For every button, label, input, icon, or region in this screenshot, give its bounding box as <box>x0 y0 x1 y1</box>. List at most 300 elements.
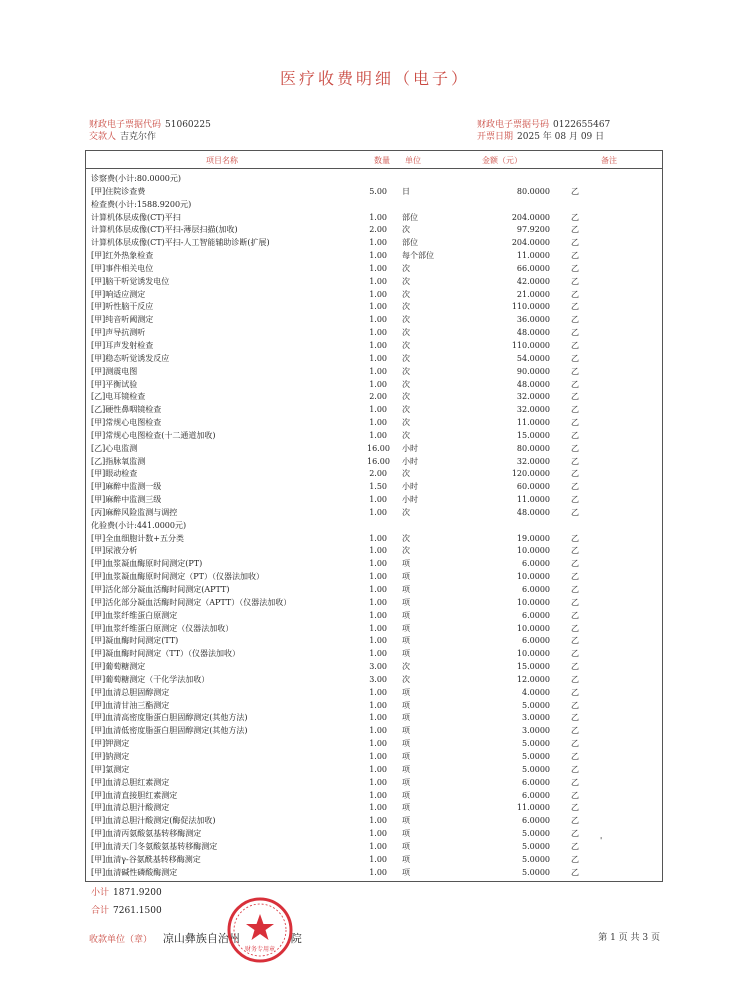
item-qty: 1.00 <box>369 841 387 851</box>
item-unit: 项 <box>402 559 410 569</box>
item-qty: 16.00 <box>367 456 390 466</box>
item-unit: 次 <box>402 225 410 235</box>
item-qty: 1.00 <box>369 726 387 736</box>
table-row <box>91 777 662 790</box>
table-row <box>91 507 662 520</box>
item-unit: 项 <box>402 751 410 761</box>
item-unit: 小时 <box>402 482 418 492</box>
item-amount: 5.0000 <box>522 854 550 864</box>
item-unit: 项 <box>402 816 410 826</box>
item-name: [乙]心电监测 <box>91 443 138 453</box>
item-grade: 乙 <box>571 816 579 826</box>
item-amount: 66.0000 <box>516 263 550 273</box>
item-name: [甲]活化部分凝血活酶时间测定(APTT) <box>91 585 230 594</box>
item-grade: 乙 <box>571 302 579 312</box>
item-grade: 乙 <box>571 405 579 415</box>
col-qty: 数量 <box>374 156 390 165</box>
item-unit: 次 <box>402 289 410 299</box>
item-amount: 5.0000 <box>522 739 550 749</box>
item-amount: 204.0000 <box>511 212 550 222</box>
item-name: [甲]血浆凝血酶原时间测定(PT) <box>91 559 203 569</box>
item-unit: 项 <box>402 649 410 659</box>
item-grade: 乙 <box>571 276 579 286</box>
item-grade: 乙 <box>571 225 579 235</box>
item-name: [甲]尿液分析 <box>91 546 138 556</box>
table-row <box>91 841 662 854</box>
item-qty: 1.00 <box>369 649 387 659</box>
item-name: [甲]钾测定 <box>91 739 130 749</box>
item-grade: 乙 <box>571 263 579 273</box>
item-qty: 1.00 <box>369 636 387 646</box>
item-grade: 乙 <box>571 636 579 646</box>
item-name: [甲]葡萄糖测定 <box>91 662 146 672</box>
bill-number-label: 财政电子票据号码 <box>477 120 550 130</box>
item-qty: 1.00 <box>369 302 387 312</box>
table-header <box>86 151 662 169</box>
item-qty: 3.00 <box>369 662 387 672</box>
item-grade: 乙 <box>571 829 579 839</box>
item-name: [甲]常规心电图检查(十二通道加收) <box>91 430 216 440</box>
item-qty: 1.00 <box>369 546 387 556</box>
table-row <box>91 738 662 751</box>
item-qty: 1.00 <box>369 739 387 749</box>
item-grade: 乙 <box>571 662 579 672</box>
item-unit: 项 <box>402 597 410 607</box>
seal-stamp-icon <box>226 896 294 964</box>
item-name: 诊察费(小计:80.0000元) <box>91 174 182 183</box>
bill-number-value: 0122655467 <box>553 120 611 130</box>
item-amount: 10.0000 <box>516 597 550 607</box>
table-row <box>91 263 662 276</box>
item-grade: 乙 <box>571 713 579 723</box>
item-amount: 5.0000 <box>522 764 550 774</box>
issuer-name: 凉山彝族自治州 <box>162 932 240 945</box>
item-name: [甲]凝血酶时间测定(TT) <box>91 636 179 646</box>
item-amount: 11.0000 <box>516 495 550 505</box>
item-qty: 1.00 <box>369 610 387 620</box>
item-unit: 项 <box>402 829 410 839</box>
item-amount: 10.0000 <box>516 572 550 582</box>
table-row <box>91 712 662 725</box>
item-name: [甲]血清丙氨酸氨基转移酶测定 <box>91 829 202 839</box>
item-name: [甲]声导抗测听 <box>91 328 146 338</box>
item-unit: 次 <box>402 430 410 440</box>
bill-code-value: 51060225 <box>165 120 211 130</box>
subtotal-label: 小计 <box>91 888 110 898</box>
item-unit: 次 <box>402 546 410 556</box>
table-row <box>91 623 662 636</box>
table-row <box>91 276 662 289</box>
item-qty: 1.00 <box>369 379 387 389</box>
item-qty: 1.00 <box>369 353 387 363</box>
table-row <box>91 571 662 584</box>
item-name: [甲]血清总胆汁酸测定 <box>91 803 170 813</box>
item-unit: 项 <box>402 585 410 594</box>
item-amount: 97.9200 <box>516 225 550 235</box>
item-name: [乙]硬性鼻咽镜检查 <box>91 405 162 415</box>
item-qty: 1.00 <box>369 597 387 607</box>
table-row <box>91 481 662 494</box>
item-qty: 1.00 <box>369 559 387 569</box>
item-amount: 3.0000 <box>522 713 550 723</box>
item-amount: 5.0000 <box>522 829 550 839</box>
item-qty: 1.00 <box>369 340 387 350</box>
item-qty: 1.00 <box>369 405 387 415</box>
table-row <box>91 417 662 430</box>
item-qty: 1.00 <box>369 623 387 633</box>
item-grade: 乙 <box>571 546 579 556</box>
table-row <box>91 340 662 353</box>
item-name: [甲]血浆纤维蛋白原测定 <box>91 610 178 620</box>
item-qty: 1.00 <box>369 495 387 505</box>
item-unit: 项 <box>402 713 410 723</box>
col-unit: 单位 <box>405 156 421 165</box>
table-row <box>91 353 662 366</box>
item-amount: 48.0000 <box>516 328 550 338</box>
item-grade: 乙 <box>571 456 579 466</box>
item-qty: 1.00 <box>369 315 387 325</box>
item-grade: 乙 <box>571 623 579 633</box>
item-amount: 6.0000 <box>522 816 550 826</box>
item-qty: 5.00 <box>369 186 387 196</box>
item-grade: 乙 <box>571 340 579 350</box>
item-name: [甲]脑干听觉诱发电位 <box>91 276 170 286</box>
item-amount: 54.0000 <box>516 353 550 363</box>
item-unit: 次 <box>402 276 410 286</box>
total-label: 合计 <box>91 906 110 916</box>
item-qty: 1.00 <box>369 430 387 440</box>
item-qty: 1.00 <box>369 700 387 710</box>
item-qty: 1.00 <box>369 687 387 697</box>
item-name: [甲]常规心电图检查 <box>91 418 162 428</box>
table-row <box>91 764 662 777</box>
item-grade: 乙 <box>571 585 579 594</box>
item-amount: 32.0000 <box>516 456 550 466</box>
item-grade: 乙 <box>571 854 579 864</box>
item-name: [甲]测震电图 <box>91 366 138 376</box>
item-grade: 乙 <box>571 392 579 402</box>
item-grade: 乙 <box>571 533 579 543</box>
item-grade: 乙 <box>571 507 579 517</box>
item-grade: 乙 <box>571 610 579 620</box>
item-qty: 1.00 <box>369 751 387 761</box>
item-name: [甲]眼动检查 <box>91 469 138 479</box>
item-name: [乙]指脉氧监测 <box>91 456 146 466</box>
table-row <box>91 212 662 225</box>
table-row <box>91 391 662 404</box>
table-row <box>91 828 662 841</box>
item-qty: 1.00 <box>369 867 387 877</box>
item-qty: 1.00 <box>369 585 387 594</box>
table-row <box>91 327 662 340</box>
item-unit: 项 <box>402 739 410 749</box>
item-unit: 项 <box>402 854 410 864</box>
item-amount: 11.0000 <box>516 251 550 261</box>
table-row <box>91 635 662 648</box>
item-name: [甲]麻醉中监测一级 <box>91 482 162 492</box>
item-name: 检查费(小计:1588.9200元) <box>91 199 192 209</box>
item-name: 计算机体层成像(CT)平扫-人工智能辅助诊断(扩展) <box>91 238 270 248</box>
item-qty: 1.00 <box>369 238 387 248</box>
issue-date-value: 2025 年 08 月 09 日 <box>517 132 605 142</box>
item-qty: 1.00 <box>369 212 387 222</box>
subtotal <box>91 885 162 898</box>
table-row <box>91 854 662 867</box>
item-unit: 部位 <box>402 212 418 222</box>
item-amount: 5.0000 <box>522 751 550 761</box>
item-amount: 10.0000 <box>516 649 550 659</box>
item-amount: 110.0000 <box>511 302 550 312</box>
table-row <box>91 443 662 456</box>
item-amount: 6.0000 <box>522 636 550 646</box>
table-row <box>91 802 662 815</box>
item-name: [甲]事件相关电位 <box>91 263 154 273</box>
table-row <box>91 725 662 738</box>
item-amount: 12.0000 <box>516 674 550 684</box>
item-qty: 1.00 <box>369 289 387 299</box>
item-amount: 48.0000 <box>516 379 550 389</box>
item-qty: 1.00 <box>369 777 387 787</box>
item-amount: 42.0000 <box>516 276 550 286</box>
item-amount: 48.0000 <box>516 507 550 517</box>
item-grade: 乙 <box>571 726 579 736</box>
table-row <box>91 404 662 417</box>
payer <box>89 129 156 142</box>
item-name: [乙]电耳镜检查 <box>91 392 146 402</box>
item-amount: 90.0000 <box>516 366 550 376</box>
item-unit: 项 <box>402 572 410 582</box>
item-grade: 乙 <box>571 777 579 787</box>
item-unit: 次 <box>402 469 410 479</box>
table-row <box>91 661 662 674</box>
item-name: [甲]稳态听觉诱发反应 <box>91 353 170 363</box>
item-name: [甲]血清总胆红素测定 <box>91 777 170 787</box>
section-row <box>91 520 662 533</box>
item-unit: 次 <box>402 366 410 376</box>
item-unit: 次 <box>402 263 410 273</box>
item-unit: 项 <box>402 726 410 736</box>
item-amount: 15.0000 <box>516 662 550 672</box>
issuer-label: 收款单位（章） <box>89 935 153 945</box>
item-name: [甲]血浆纤维蛋白原测定（仪器法加收） <box>91 623 234 633</box>
item-grade: 乙 <box>571 482 579 492</box>
item-name: [甲]平衡试验 <box>91 379 138 389</box>
item-grade: 乙 <box>571 328 579 338</box>
item-qty: 1.00 <box>369 507 387 517</box>
item-unit: 次 <box>402 405 410 415</box>
item-name: [甲]血清天门冬氨酸氨基转移酶测定 <box>91 841 218 851</box>
col-amount: 金额（元） <box>482 156 522 165</box>
item-amount: 32.0000 <box>516 392 550 402</box>
item-qty: 1.00 <box>369 418 387 428</box>
table-row <box>91 468 662 481</box>
item-qty: 1.00 <box>369 572 387 582</box>
item-name: [甲]凝血酶时间测定（TT）（仪器法加收） <box>91 649 241 659</box>
item-grade: 乙 <box>571 867 579 877</box>
table-row <box>91 314 662 327</box>
item-grade: 乙 <box>571 687 579 697</box>
item-unit: 项 <box>402 764 410 774</box>
item-grade: 乙 <box>571 315 579 325</box>
item-amount: 6.0000 <box>522 585 550 594</box>
item-unit: 部位 <box>402 238 418 248</box>
item-grade: 乙 <box>571 700 579 710</box>
item-unit: 项 <box>402 687 410 697</box>
item-unit: 小时 <box>402 495 418 505</box>
item-amount: 11.0000 <box>516 803 550 813</box>
item-unit: 次 <box>402 533 410 543</box>
item-qty: 16.00 <box>367 443 390 453</box>
item-name: [甲]葡萄糖测定（干化学法加收） <box>91 674 210 684</box>
item-name: [甲]响适应测定 <box>91 289 146 299</box>
item-amount: 10.0000 <box>516 546 550 556</box>
item-grade: 乙 <box>571 764 579 774</box>
item-grade: 乙 <box>571 803 579 813</box>
item-unit: 次 <box>402 353 410 363</box>
table-row <box>91 610 662 623</box>
item-amount: 3.0000 <box>522 726 550 736</box>
item-unit: 项 <box>402 803 410 813</box>
table-row <box>91 815 662 828</box>
item-grade: 乙 <box>571 649 579 659</box>
table-row <box>91 250 662 263</box>
item-unit: 次 <box>402 392 410 402</box>
table-row <box>91 289 662 302</box>
item-name: [甲]听性脑干反应 <box>91 302 154 312</box>
item-grade: 乙 <box>571 366 579 376</box>
table-row <box>91 379 662 392</box>
item-name: 计算机体层成像(CT)平扫-薄层扫描(加收) <box>91 225 238 235</box>
col-note: 备注 <box>601 156 617 165</box>
item-unit: 每个部位 <box>402 251 434 261</box>
item-amount: 32.0000 <box>516 405 550 415</box>
item-grade: 乙 <box>571 212 579 222</box>
table-row <box>91 751 662 764</box>
item-unit: 次 <box>402 662 410 672</box>
item-amount: 5.0000 <box>522 700 550 710</box>
item-name: [甲]血清低密度脂蛋白胆固醇测定(其他方法) <box>91 726 248 736</box>
item-unit: 项 <box>402 700 410 710</box>
item-name: [甲]血清高密度脂蛋白胆固醇测定(其他方法) <box>91 713 248 723</box>
table-body <box>91 173 662 879</box>
item-unit: 次 <box>402 340 410 350</box>
item-unit: 项 <box>402 610 410 620</box>
item-name: [甲]全血细胞计数+五分类 <box>91 533 184 543</box>
item-grade: 乙 <box>571 186 579 196</box>
item-qty: 2.00 <box>369 469 387 479</box>
item-name: [甲]氯测定 <box>91 764 130 774</box>
table-row <box>91 700 662 713</box>
item-grade: 乙 <box>571 289 579 299</box>
stray-mark: ' <box>600 836 603 845</box>
item-name: [甲]耳声发射检查 <box>91 340 154 350</box>
payer-value: 吉克尔作 <box>120 132 157 142</box>
item-amount: 6.0000 <box>522 610 550 620</box>
item-grade: 乙 <box>571 751 579 761</box>
table-row <box>91 674 662 687</box>
issuer-tail: 院 <box>290 932 302 945</box>
item-qty: 1.50 <box>369 482 387 492</box>
item-qty: 1.00 <box>369 251 387 261</box>
item-name: [甲]住院诊查费 <box>91 186 146 196</box>
item-qty: 1.00 <box>369 533 387 543</box>
subtotal-value: 1871.9200 <box>113 888 162 898</box>
table-row <box>91 790 662 803</box>
item-amount: 19.0000 <box>516 533 550 543</box>
item-grade: 乙 <box>571 469 579 479</box>
item-unit: 项 <box>402 636 410 646</box>
item-amount: 15.0000 <box>516 430 550 440</box>
table-row <box>91 494 662 507</box>
item-amount: 36.0000 <box>516 315 550 325</box>
item-unit: 项 <box>402 790 410 800</box>
table-row <box>91 584 662 597</box>
item-grade: 乙 <box>571 238 579 248</box>
item-grade: 乙 <box>571 251 579 261</box>
item-name: [甲]活化部分凝血活酶时间测定（APTT）（仪器法加收） <box>91 597 292 607</box>
item-grade: 乙 <box>571 841 579 851</box>
item-qty: 1.00 <box>369 764 387 774</box>
item-amount: 6.0000 <box>522 790 550 800</box>
item-grade: 乙 <box>571 430 579 440</box>
item-grade: 乙 <box>571 559 579 569</box>
item-grade: 乙 <box>571 739 579 749</box>
col-name: 项目名称 <box>206 156 238 165</box>
item-grade: 乙 <box>571 572 579 582</box>
payer-label: 交款人 <box>89 132 117 142</box>
section-row <box>91 173 662 186</box>
item-unit: 小时 <box>402 456 418 466</box>
item-unit: 次 <box>402 507 410 517</box>
item-qty: 1.00 <box>369 816 387 826</box>
item-grade: 乙 <box>571 790 579 800</box>
item-grade: 乙 <box>571 443 579 453</box>
item-unit: 次 <box>402 302 410 312</box>
item-unit: 次 <box>402 328 410 338</box>
item-amount: 60.0000 <box>516 482 550 492</box>
total-value: 7261.1500 <box>113 906 162 916</box>
table-row <box>91 456 662 469</box>
table-row <box>91 867 662 880</box>
item-amount: 5.0000 <box>522 841 550 851</box>
item-amount: 10.0000 <box>516 623 550 633</box>
item-name: [甲]纯音听阈测定 <box>91 315 154 325</box>
item-qty: 1.00 <box>369 790 387 800</box>
item-amount: 4.0000 <box>522 687 550 697</box>
item-grade: 乙 <box>571 495 579 505</box>
item-amount: 110.0000 <box>511 340 550 350</box>
item-unit: 项 <box>402 841 410 851</box>
issue-date-label: 开票日期 <box>477 132 514 142</box>
page-title: 医疗收费明细（电子） <box>279 69 470 88</box>
item-qty: 3.00 <box>369 674 387 684</box>
item-grade: 乙 <box>571 597 579 607</box>
item-name: 计算机体层成像(CT)平扫 <box>91 212 181 222</box>
item-qty: 1.00 <box>369 328 387 338</box>
item-grade: 乙 <box>571 418 579 428</box>
item-qty: 2.00 <box>369 225 387 235</box>
item-unit: 日 <box>402 186 410 196</box>
item-qty: 1.00 <box>369 854 387 864</box>
item-amount: 80.0000 <box>516 186 550 196</box>
item-name: [甲]红外热象检查 <box>91 251 154 261</box>
item-unit: 项 <box>402 867 410 877</box>
item-qty: 1.00 <box>369 276 387 286</box>
item-qty: 1.00 <box>369 366 387 376</box>
item-name: [丙]麻醉风险监测与调控 <box>91 507 178 517</box>
table-row <box>91 366 662 379</box>
item-name: [甲]血浆凝血酶原时间测定（PT）（仪器法加收） <box>91 572 264 582</box>
